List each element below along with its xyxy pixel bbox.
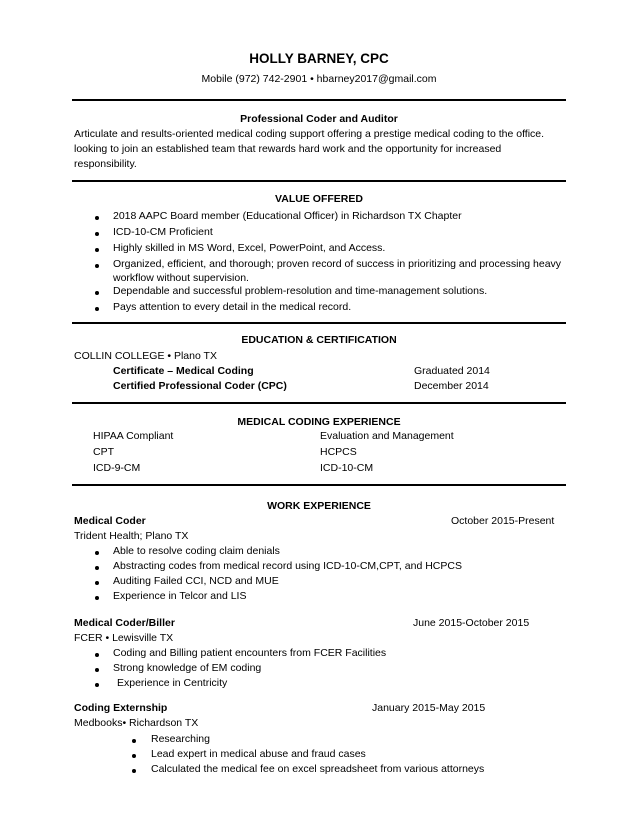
job-title: Medical Coder/Biller (74, 617, 175, 629)
job-bullet: Calculated the medical fee on excel spreadsheet from various attorneys (151, 763, 485, 775)
bullet-icon (95, 264, 99, 268)
job-bullet: Strong knowledge of EM coding (113, 662, 262, 674)
job-employer: Trident Health; Plano TX (74, 530, 189, 542)
section-divider (72, 322, 566, 324)
objective-line: looking to join an established team that rewards hard work and the opportunity for increased (74, 143, 502, 155)
value-item: Dependable and successful problem-resolution and time-management solutions. (113, 285, 488, 297)
bullet-icon (95, 581, 99, 585)
value-item: 2018 AAPC Board member (Educational Officer) in Richardson TX Chapter (113, 210, 462, 222)
bullet-icon (132, 769, 136, 773)
objective-line: Articulate and results-oriented medical coding support offering a prestige medical coding to the office. (74, 128, 545, 140)
bullet-icon (132, 739, 136, 743)
work-experience-title: WORK EXPERIENCE (267, 500, 371, 512)
bullet-icon (95, 248, 99, 252)
coding-skill: CPT (93, 446, 114, 458)
school-name: COLLIN COLLEGE • Plano TX (74, 350, 217, 362)
bullet-icon (95, 232, 99, 236)
bullet-icon (132, 754, 136, 758)
bullet-icon (95, 566, 99, 570)
education-date: December 2014 (414, 380, 489, 392)
coding-skill: ICD-10-CM (320, 462, 374, 474)
resume-name: HOLLY BARNEY, CPC (249, 51, 389, 66)
job-bullet: Experience in Centricity (117, 677, 228, 689)
contact-line: Mobile (972) 742-2901 • hbarney2017@gmail.com (201, 73, 437, 85)
job-title: Medical Coder (74, 515, 146, 527)
coding-skill: Evaluation and Management (320, 430, 454, 442)
education-date: Graduated 2014 (414, 365, 490, 377)
job-bullet: Auditing Failed CCI, NCD and MUE (113, 575, 279, 587)
bullet-icon (95, 596, 99, 600)
job-bullet: Researching (151, 733, 210, 745)
objective-line: responsibility. (74, 158, 137, 170)
job-bullet: Coding and Billing patient encounters from FCER Facilities (113, 647, 387, 659)
coding-experience-title: MEDICAL CODING EXPERIENCE (237, 416, 401, 428)
job-dates: October 2015-Present (451, 515, 555, 527)
bullet-icon (95, 307, 99, 311)
value-item-continuation: workflow without supervision. (113, 272, 249, 284)
job-dates: June 2015-October 2015 (413, 617, 530, 629)
bullet-icon (95, 216, 99, 220)
bullet-icon (95, 668, 99, 672)
job-employer: FCER • Lewisville TX (74, 632, 174, 644)
value-item: ICD-10-CM Proficient (113, 226, 213, 238)
coding-skill: ICD-9-CM (93, 462, 141, 474)
education-entry: Certificate – Medical Coding (113, 365, 254, 377)
section-divider (72, 402, 566, 404)
job-bullet: Able to resolve coding claim denials (113, 545, 280, 557)
bullet-icon (95, 291, 99, 295)
job-employer: Medbooks• Richardson TX (74, 717, 199, 729)
value-item: Highly skilled in MS Word, Excel, PowerPoint, and Access. (113, 242, 386, 254)
education-entry: Certified Professional Coder (CPC) (113, 380, 287, 392)
objective-title: Professional Coder and Auditor (240, 113, 398, 125)
bullet-icon (95, 653, 99, 657)
section-divider (72, 99, 566, 101)
bullet-icon (95, 551, 99, 555)
value-item: Organized, efficient, and thorough; proven record of success in prioritizing and processing heavy (113, 258, 562, 270)
education-title: EDUCATION & CERTIFICATION (241, 334, 397, 346)
coding-skill: HCPCS (320, 446, 357, 458)
section-divider (72, 180, 566, 182)
job-dates: January 2015-May 2015 (372, 702, 486, 714)
job-bullet: Abstracting codes from medical record using ICD-10-CM,CPT, and HCPCS (113, 560, 462, 572)
value-offered-title: VALUE OFFERED (275, 193, 363, 205)
value-item: Pays attention to every detail in the medical record. (113, 301, 352, 313)
coding-skill: HIPAA Compliant (93, 430, 174, 442)
job-bullet: Lead expert in medical abuse and fraud cases (151, 748, 366, 760)
bullet-icon (95, 683, 99, 687)
section-divider (72, 484, 566, 486)
job-title: Coding Externship (74, 702, 168, 714)
job-bullet: Experience in Telcor and LIS (113, 590, 247, 602)
